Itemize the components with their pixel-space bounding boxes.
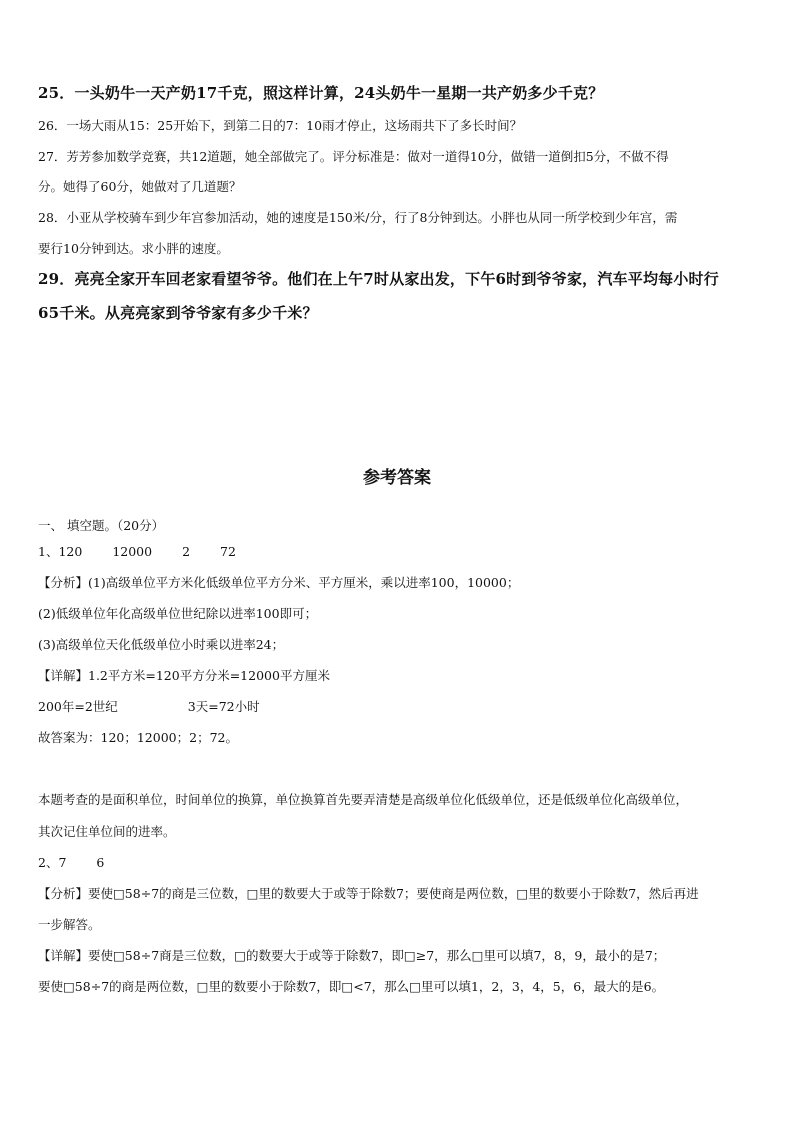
answer-2-analysis-line-1: 【分析】要使□58÷7的商是三位数，□里的数要大于或等于除数7；要使商是两位数，□里的数要小于除数7，然后再进 (38, 886, 699, 901)
question-29-line-1: 29．亮亮全家开车回老家看望爷爷。他们在上午7时从家出发，下午6时到爷爷家，汽车平均每小时行 (38, 270, 719, 288)
answer-1-result: 故答案为：120；12000；2；72。 (38, 730, 238, 745)
question-28-line-1: 28．小亚从学校骑车到少年宫参加活动，她的速度是150米/分，行了8分钟到达。小胖也从同一所学校到少年宫，需 (38, 210, 678, 225)
answer-1-analysis-3: (3)高级单位天化低级单位小时乘以进率24； (38, 637, 285, 652)
question-29-line-2: 65千米。从亮亮家到爷爷家有多少千米？ (38, 304, 318, 322)
answer-1-note-line-1: 本题考查的是面积单位，时间单位的换算，单位换算首先要弄清楚是高级单位化低级单位，还是低级单位化高级单位， (38, 792, 689, 807)
question-26: 26．一场大雨从15：25开始下，到第二日的7：10雨才停止，这场雨共下了多长时间？ (38, 118, 523, 133)
answer-1-analysis-2: (2)低级单位年化高级单位世纪除以进率100即可； (38, 606, 318, 621)
answer-1-value-4: 72 (220, 544, 236, 559)
answer-2-value-2: 6 (96, 855, 105, 870)
question-27-line-1: 27．芳芳参加数学竞赛，共12道题，她全部做完了。评分标准是：做对一道得10分，做错一道倒扣5分，不做不得 (38, 149, 669, 164)
answer-1-detail: 【详解】1.2平方米=120平方分米=12000平方厘米 (38, 668, 330, 683)
answer-2-number: 2、7 (38, 855, 67, 870)
answer-1-number: 1、120 (38, 544, 83, 559)
answer-1-detail-2 (38, 697, 762, 715)
answer-1-value-3: 2 (182, 544, 191, 559)
answer-2-detail-line-1: 【详解】要使□58÷7商是三位数，□的数要大于或等于除数7，即□≥7，那么□里可以填7，8，9，最小的是7； (38, 948, 666, 963)
question-25: 25．一头奶牛一天产奶17千克，照这样计算，24头奶牛一星期一共产奶多少千克？ (38, 84, 604, 102)
question-27-line-2: 分。她得了60分，她做对了几道题？ (38, 179, 242, 194)
answer-1-values (38, 542, 762, 560)
answer-1-analysis: 【分析】(1)高级单位平方米化低级单位平方分米、平方厘米，乘以进率100，10000； (38, 575, 520, 590)
answer-1-note-line-2: 其次记住单位间的进率。 (38, 824, 176, 839)
answer-1-detail-2-right: 3天=72小时 (187, 699, 260, 714)
answer-2-detail-line-2: 要使□58÷7的商是两位数，□里的数要小于除数7，即□<7，那么□里可以填1，2，3，4，5，6，最大的是6。 (38, 979, 665, 994)
section-heading: 一、 填空题。（20分） (38, 518, 165, 533)
question-28-line-2: 要行10分钟到达。求小胖的速度。 (38, 241, 229, 256)
answer-1-detail-2-left: 200年=2世纪 (38, 699, 118, 714)
answer-2-analysis-line-2: 一步解答。 (38, 917, 101, 932)
answer-1-value-2: 12000 (112, 544, 153, 559)
answer-2-values (38, 853, 762, 871)
answers-title: 参考答案 (363, 468, 431, 488)
